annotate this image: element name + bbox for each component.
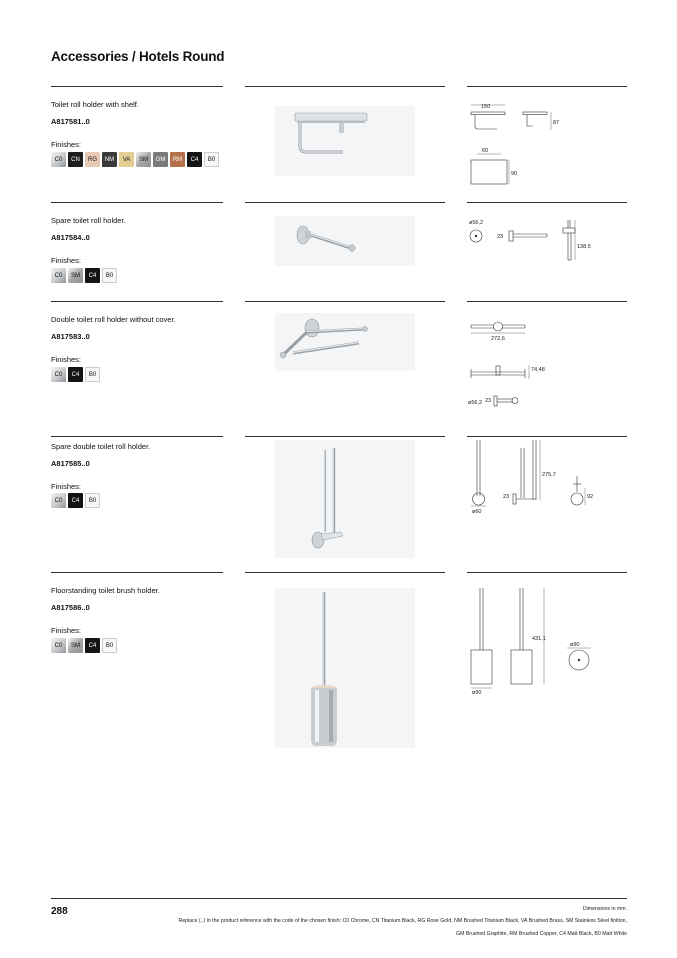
finish-swatch-b0: B0 [102,268,117,283]
dimension-label: ø60 [472,509,482,515]
dimension-drawing [467,572,627,752]
finish-swatch-c4: C4 [187,152,202,167]
finish-swatch-rm: RM [170,152,185,167]
finish-swatch-b0: B0 [85,367,100,382]
dimension-label: 431,1 [532,636,546,642]
dimension-label: 23 [503,494,510,500]
dimension-label: 138,5 [577,244,591,250]
product-section [51,436,627,566]
finish-swatch-c0: C0 [51,152,66,167]
product-section [51,301,627,421]
dimension-label: 90 [511,171,518,177]
product-reference: A817585..0 [51,459,90,468]
finish-swatch-c0: C0 [51,268,66,283]
product-section [51,572,627,752]
dimension-label: 92 [587,494,594,500]
product-reference: A817581..0 [51,117,90,126]
finish-swatch-sm: SM [136,152,151,167]
divider [51,86,223,87]
product-section [51,86,627,196]
finish-swatch-sm: SM [68,268,83,283]
product-photo [245,301,445,421]
dimension-label: 74,48 [531,367,545,373]
product-description: Double toilet roll holder without cover. [51,315,176,324]
dimension-label: ø56,2 [468,400,483,406]
finish-swatch-c4: C4 [85,268,100,283]
dimension-label: 150 [481,104,491,110]
dimension-label: ø90 [472,690,482,696]
dimensions-note: Dimensions in mm. [582,906,627,912]
divider [51,572,223,573]
product-description: Toilet roll holder with shelf. [51,100,139,109]
product-description: Spare toilet roll holder. [51,216,126,225]
finish-swatch-b0: B0 [102,638,117,653]
divider [51,436,223,437]
product-photo [245,572,445,752]
product-photo [245,86,445,196]
dimension-label: 60 [482,148,489,154]
product-description: Spare double toilet roll holder. [51,442,151,451]
finish-swatch-c4: C4 [85,638,100,653]
product-reference: A817583..0 [51,332,90,341]
finishes-label: Finishes: [51,482,82,491]
finish-footnote-line2: GM Brushed Graphite, RM Brushed Copper, C4 Matt Black, B0 Matt White [456,931,627,937]
page-number: 288 [51,906,68,917]
finish-swatches [51,152,219,167]
finish-swatch-c4: C4 [68,367,83,382]
finish-swatches [51,268,117,283]
finishes-label: Finishes: [51,256,82,265]
dimension-label: 23 [485,398,492,404]
finish-swatch-cn: CN [68,152,83,167]
product-section [51,202,627,297]
footer-divider [51,898,627,899]
finish-swatches [51,638,117,653]
dimension-label: ø56,2 [469,220,484,226]
finish-swatch-b0: B0 [85,493,100,508]
finish-swatch-b0: B0 [204,152,219,167]
finish-footnote-line1: Replace (..) in the product reference with the code of the chosen finish: C0 Chrome, CN Titanium Black, RG Rose Gold, NM Brushed Titanium Black, VA Brushed Brass, SM Stainless Steel finition, [178,918,627,924]
dimension-label: 275,7 [542,472,556,478]
finish-swatches [51,493,100,508]
finishes-label: Finishes: [51,140,82,149]
finish-swatch-sm: SM [68,638,83,653]
product-photo [245,202,445,297]
divider [51,301,223,302]
finish-swatch-va: VA [119,152,134,167]
finish-swatch-rg: RG [85,152,100,167]
dimension-drawing [467,86,627,196]
finishes-label: Finishes: [51,626,82,635]
finish-swatch-c0: C0 [51,367,66,382]
dimension-drawing [467,301,627,421]
finish-swatch-c0: C0 [51,493,66,508]
finishes-label: Finishes: [51,355,82,364]
finish-swatch-c4: C4 [68,493,83,508]
finish-swatch-c0: C0 [51,638,66,653]
dimension-label: ø90 [570,642,580,648]
finish-swatch-gm: GM [153,152,168,167]
product-photo [245,436,445,566]
finish-swatch-nm: NM [102,152,117,167]
dimension-label: 87 [553,120,560,126]
dimension-drawing [467,202,627,297]
product-reference: A817584..0 [51,233,90,242]
dimension-label: 272,6 [491,336,505,342]
page-title: Accessories / Hotels Round [51,49,225,64]
product-reference: A817586..0 [51,603,90,612]
divider [51,202,223,203]
dimension-label: 23 [497,234,504,240]
finish-swatches [51,367,100,382]
product-description: Floorstanding toilet brush holder. [51,586,160,595]
dimension-drawing [467,436,627,566]
